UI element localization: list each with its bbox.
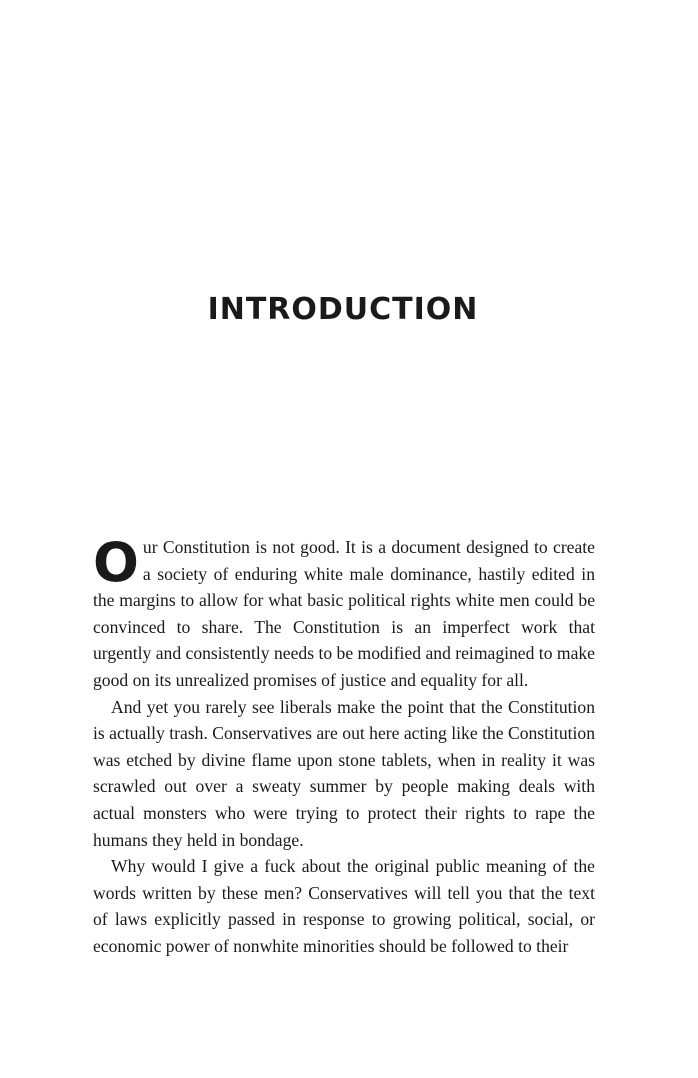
paragraph-1-text: ur Constitution is not good. It is a document designed to create a society of enduring white male dominance, hastily edited in the margins to allow for what basic political rights white men could be convinced to share. The Constitution is an imperfect work that urgently and consistently needs to be modified and reimagined to make good on its unrealized promises of justice and equality for all. — [93, 537, 595, 690]
drop-cap: O — [93, 531, 139, 594]
chapter-title: INTRODUCTION — [207, 292, 479, 327]
paragraph-2: And yet you rarely see liberals make the point that the Constitution is actually trash. Conservatives are out here acting like the Constitution was etched by divine flame upon stone tablets, when in reality it was scrawled out over a sweaty summer by people making deals with actual monsters who were trying to protect their rights to rape the humans they held in bondage. — [93, 696, 595, 850]
paragraph-3: Why would I give a fuck about the original public meaning of the words written by these men? Conservatives will tell you that the text of laws explicitly passed in response to growing political, social, or economic power of nonwhite minorities should be followed to their — [93, 856, 595, 956]
chapter-body — [93, 531, 595, 960]
paragraph-1 — [93, 531, 595, 694]
